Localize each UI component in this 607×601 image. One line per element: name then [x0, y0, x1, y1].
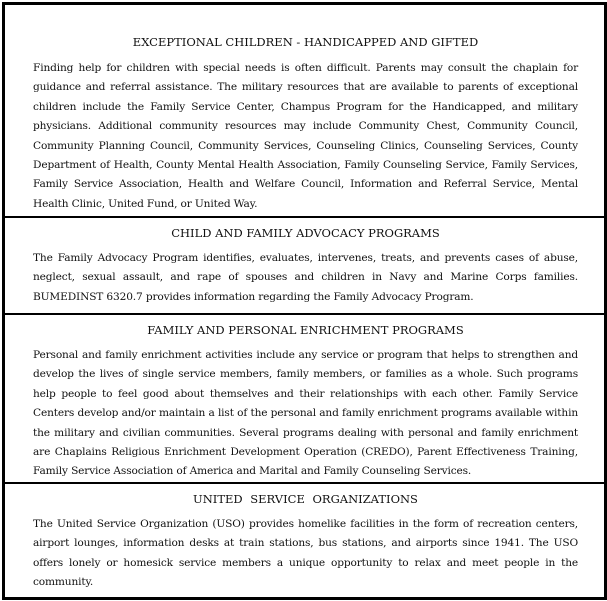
- section-heading: EXCEPTIONAL CHILDREN - HANDICAPPED AND GIFTED: [132, 35, 479, 49]
- section-family-personal-enrichment: [5, 313, 604, 482]
- section-heading: CHILD AND FAMILY ADVOCACY PROGRAMS: [171, 226, 440, 240]
- section-exceptional-children: [5, 5, 604, 216]
- section-heading: UNITED SERVICE ORGANIZATIONS: [193, 492, 418, 506]
- section-heading: FAMILY AND PERSONAL ENRICHMENT PROGRAMS: [147, 323, 464, 337]
- document-frame: [2, 2, 607, 600]
- section-child-family-advocacy: [5, 216, 604, 313]
- section-body: The Family Advocacy Program identifies, evaluates, intervenes, treats, and prevents cases of abuse, neglect, sexual assault, and rape of spouses and children in Navy and Marine Corps families. BUMEDINST 6320.7 provides information regarding the Family Advocacy Program.: [33, 252, 578, 303]
- section-body: The United Service Organization (USO) provides homelike facilities in the form of recreation centers, airport lounges, information desks at train stations, bus stations, and airports since 1941. The USO offers lonely or homesick service members a unique opportunity to relax and meet people in the community.: [33, 518, 578, 589]
- section-body: Finding help for children with special needs is often difficult. Parents may consult the chaplain for guidance and referral assistance. The military resources that are available to parents of exceptional children include the Family Service Center, Champus Program for the Handicapped, and military physicians. Additional community resources may include Community Chest, Community Council, Community Planning Council, Community Services, Counseling Clinics, Counseling Services, County Department of Health, County Mental Health Association, Family Counseling Service, Family Services, Family Service Association, Health and Welfare Council, Information and Referral Service, Mental Health Clinic, United Fund, or United Way.: [33, 62, 578, 210]
- section-united-service-organizations: [5, 482, 604, 597]
- section-body: Personal and family enrichment activities include any service or program that helps to strengthen and develop the lives of single service members, family members, or families as a whole. Such programs help people to feel good about themselves and their relationships with each other. Family Service Centers develop and/or maintain a list of the personal and family enrichment programs available within the military and civilian communities. Several programs dealing with personal and family enrichment are Chaplains Religious Enrichment Development Operation (CREDO), Parent Effectiveness Training, Family Service Association of America and Marital and Family Counseling Services.: [33, 349, 578, 478]
